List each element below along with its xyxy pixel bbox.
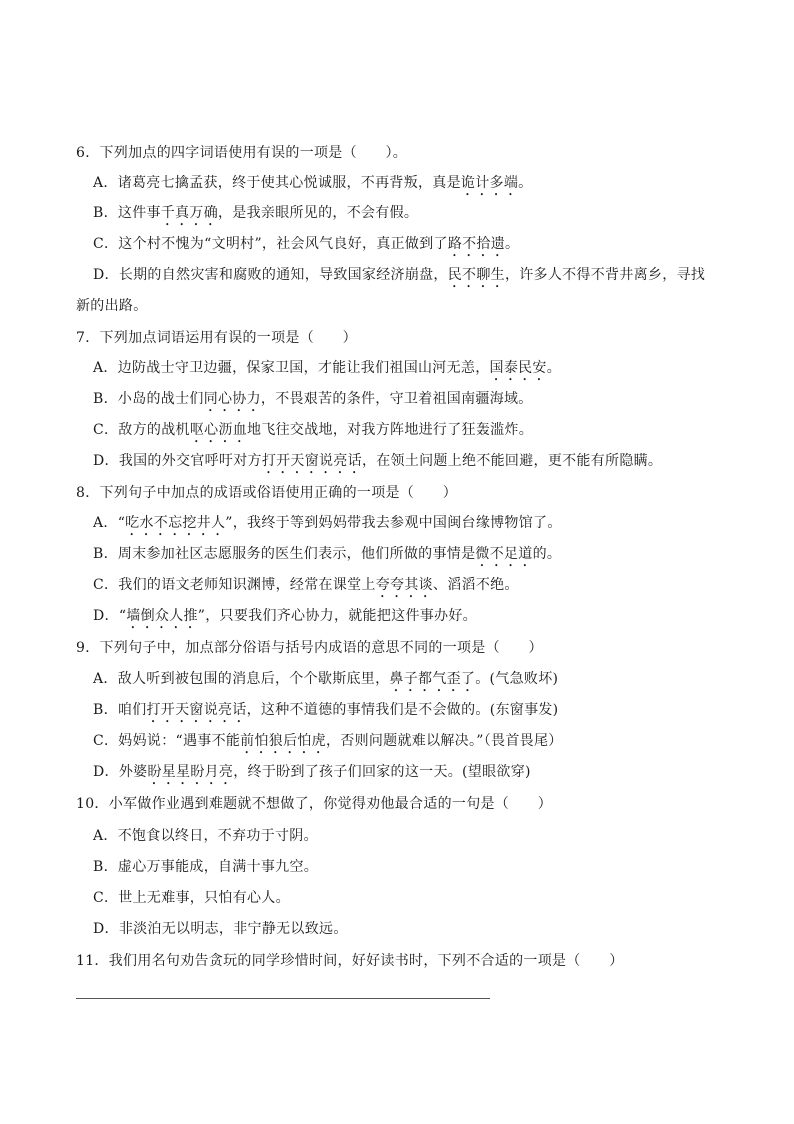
question-10-option-c: C．世上无难事，只怕有心人。 xyxy=(93,890,290,906)
question-8-option-c: C．我们的语文老师知识渊博，经常在课堂上夸夸其谈、滔滔不绝。 xyxy=(93,577,519,593)
emphasized-phrase: 打开天窗说亮话 xyxy=(261,453,362,469)
footer-divider xyxy=(76,998,490,999)
emphasized-phrase: 路不拾遗 xyxy=(447,236,506,252)
question-10-option-b: B．虚心万事能成，自满十事九空。 xyxy=(93,859,319,875)
emphasized-phrase: 鼻子都气歪了 xyxy=(389,671,476,687)
question-6-option-d: D．长期的自然灾害和腐败的通知，导致国家经济崩盘，民不聊生，许多人不得不背井离乡，寻找 xyxy=(93,267,706,283)
question-7-option-a: A．边防战士守卫边疆，保家卫国，才能让我们祖国山河无恙，国泰民安。 xyxy=(93,360,562,376)
question-9-option-b: B．咱们打开天窗说亮话，这种不道德的事情我们是不会做的。(东窗事发) xyxy=(93,702,559,718)
question-6-option-d-continuation: 新的出路。 xyxy=(76,298,148,314)
question-6-option-c: C．这个村不愧为“文明村”，社会风气良好，真正做到了路不拾遗。 xyxy=(93,236,520,252)
question-9-option-d: D．外婆盼星星盼月亮，终于盼到了孩子们回家的这一天。(望眼欲穿) xyxy=(93,764,531,780)
question-11-stem: 11．我们用名句劝告贪玩的同学珍惜时间，好好读书时，下列不合适的一项是（ ） xyxy=(76,953,624,969)
question-10-stem: 10．小军做作业遇到难题就不想做了，你觉得劝他最合适的一句是（ ） xyxy=(76,796,553,812)
question-10-option-a: A．不饱食以终日，不弃功于寸阴。 xyxy=(93,828,318,844)
emphasized-phrase: 诡计多端 xyxy=(460,175,519,191)
question-6-option-a: A．诸葛亮七擒孟获，终于使其心悦诚服，不再背叛，真是诡计多端。 xyxy=(93,175,533,191)
emphasized-phrase: 前怕狼后怕虎 xyxy=(240,733,326,749)
emphasized-phrase: 夸夸其谈 xyxy=(375,577,433,593)
emphasized-phrase: 呕心沥血 xyxy=(189,422,248,438)
emphasized-phrase: 盼星星盼月亮 xyxy=(147,764,234,780)
question-9-option-c: C．妈妈说：“遇事不能前怕狼后怕虎，否则问题就难以解决。”（畏首畏尾） xyxy=(93,733,563,749)
question-8-stem: 8．下列句子中加点的成语或俗语使用正确的一项是（ ） xyxy=(76,485,458,501)
question-6-option-b: B．这件事千真万确，是我亲眼所见的，不会有假。 xyxy=(93,205,419,221)
question-10-option-d: D．非淡泊无以明志，非宁静无以致远。 xyxy=(93,921,348,937)
emphasized-phrase: 吃水不忘挖井人 xyxy=(125,515,226,531)
question-7-stem: 7．下列加点词语运用有误的一项是（ ） xyxy=(76,330,357,346)
question-7-option-b: B．小岛的战士们同心协力，不畏艰苦的条件，守卫着祖国南疆海域。 xyxy=(93,391,533,407)
question-9-option-a: A．敌人听到被包围的消息后，个个歇斯底里，鼻子都气歪了。(气急败坏) xyxy=(93,671,559,687)
question-7-option-c: C．敌方的战机呕心沥血地飞往交战地，对我方阵地进行了狂轰滥炸。 xyxy=(93,422,534,438)
emphasized-phrase: 千真万确 xyxy=(160,205,218,221)
question-8-option-a: A．“吃水不忘挖井人”，我终于等到妈妈带我去参观中国闽台缘博物馆了。 xyxy=(93,515,562,531)
question-9-stem: 9．下列句子中，加点部分俗语与括号内成语的意思不同的一项是（ ） xyxy=(76,640,543,656)
emphasized-phrase: 打开天窗说亮话 xyxy=(146,702,247,718)
question-6-stem: 6．下列加点的四字词语使用有误的一项是（ ）。 xyxy=(76,145,408,161)
question-7-option-d: D．我国的外交官呼吁对方打开天窗说亮话，在领土问题上绝不能回避，更不能有所隐瞒。 xyxy=(93,453,663,469)
emphasized-phrase: 墙倒众人推 xyxy=(126,608,198,624)
emphasized-phrase: 国泰民安 xyxy=(489,360,547,376)
emphasized-phrase: 同心协力 xyxy=(203,391,261,407)
emphasized-phrase: 民不聊生 xyxy=(447,267,505,283)
question-8-option-b: B．周末参加社区志愿服务的医生们表示，他们所做的事情是微不足道的。 xyxy=(93,546,562,562)
question-8-option-d: D．“墙倒众人推”，只要我们齐心协力，就能把这件事办好。 xyxy=(93,608,477,624)
emphasized-phrase: 微不足道 xyxy=(475,546,533,562)
